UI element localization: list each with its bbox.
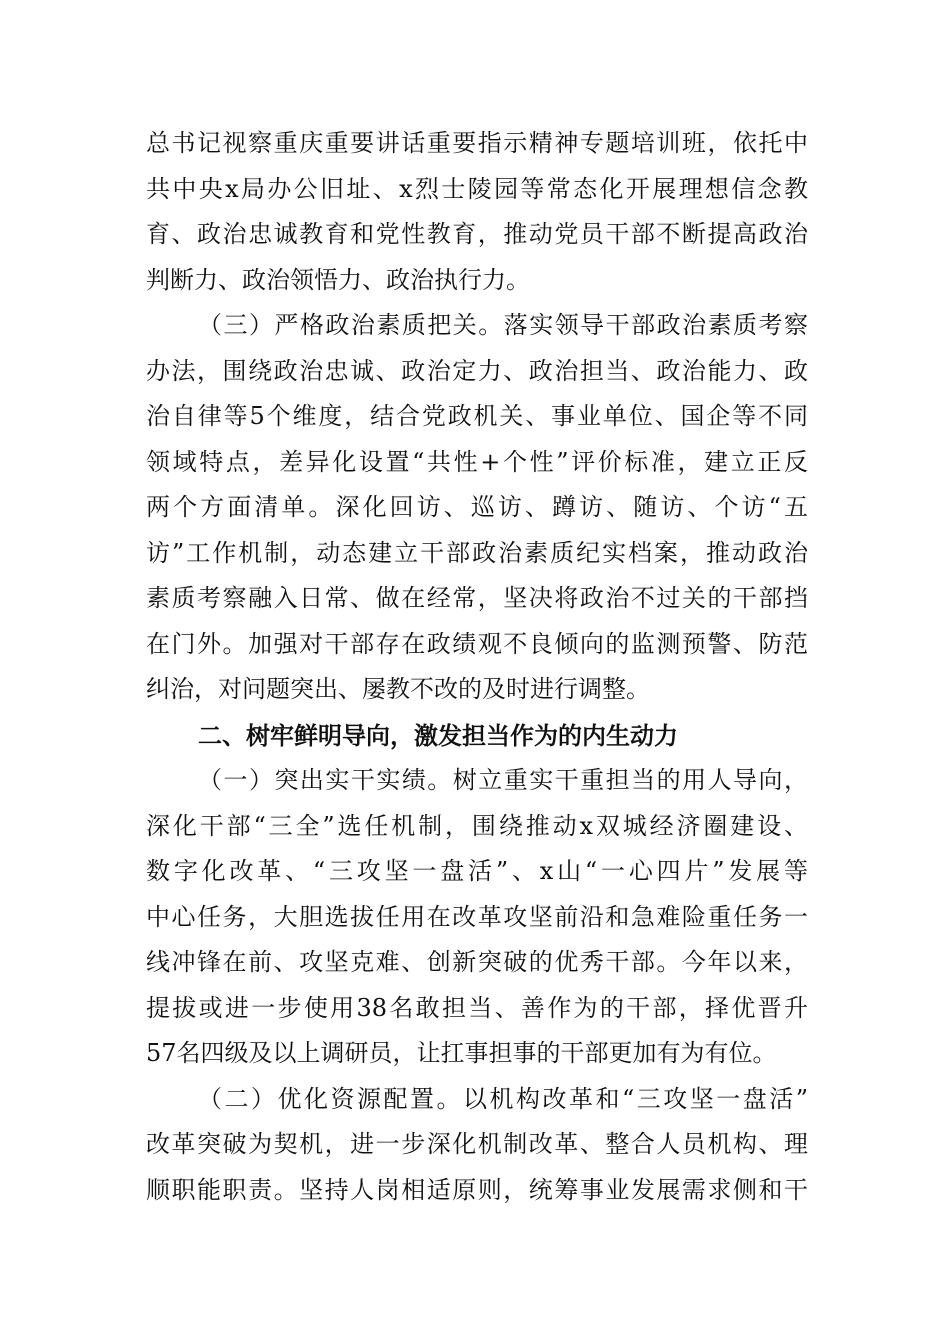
document-page [146, 121, 808, 1213]
text-line: 共中央x局办公旧址、x烈士陵园等常态化开展理想信念教 [146, 174, 808, 203]
text-line: 纠治，对问题突出、屡教不改的及时进行调整。 [146, 675, 650, 703]
text-line: 在门外。加强对干部存在政绩观不良倾向的监测预警、防范 [146, 629, 808, 658]
text-line: 领域特点，差异化设置“共性+个性”评价标准，建立正反 [146, 447, 808, 476]
text-line: 两个方面清单。深化回访、巡访、蹲访、随访、个访“五 [146, 493, 808, 521]
text-line: 中心任务，大胆选拔任用在改革攻坚前沿和急难险重任务一 [146, 902, 808, 931]
text-line: 57名四级及以上调研员，让扛事担事的干部更加有为有位。 [146, 1039, 777, 1067]
text-line: 判断力、政治领悟力、政治执行力。 [146, 265, 530, 294]
text-line: 访”工作机制，动态建立干部政治素质纪实档案，推动政治 [146, 538, 808, 567]
text-line: 素质考察融入日常、做在经常，坚决将政治不过关的干部挡 [146, 584, 808, 612]
section-heading: 二、树牢鲜明导向，激发担当作为的内生动力 [198, 720, 678, 750]
text-line: 改革突破为契机，进一步深化机制改革、整合人员机构、理 [146, 1130, 808, 1158]
text-line: 提拔或进一步使用38名敢担当、善作为的干部，择优晋升 [146, 993, 808, 1022]
text-line: （三）严格政治素质把关。落实领导干部政治素质考察 [198, 311, 808, 339]
text-line: 数字化改革、“三攻坚一盘活”、x山“一心四片”发展等 [146, 857, 808, 885]
text-line: 总书记视察重庆重要讲话重要指示精神专题培训班，依托中 [146, 129, 808, 157]
text-line: 顺职能职责。坚持人岗相适原则，统筹事业发展需求侧和干 [146, 1175, 808, 1204]
text-line: （二）优化资源配置。以机构改革和“三攻坚一盘活” [198, 1084, 808, 1113]
text-line: 办法，围绕政治忠诚、政治定力、政治担当、政治能力、政 [146, 356, 808, 385]
text-line: （一）突出实干实绩。树立重实干重担当的用人导向， [198, 766, 808, 794]
text-line: 深化干部“三全”选任机制，围绕推动x双城经济圈建设、 [146, 811, 808, 840]
text-line: 治自律等5个维度，结合党政机关、事业单位、国企等不同 [146, 402, 808, 430]
text-line: 线冲锋在前、攻坚克难、创新突破的优秀干部。今年以来， [146, 948, 808, 976]
text-line: 育、政治忠诚教育和党性教育，推动党员干部不断提高政治 [146, 220, 808, 248]
